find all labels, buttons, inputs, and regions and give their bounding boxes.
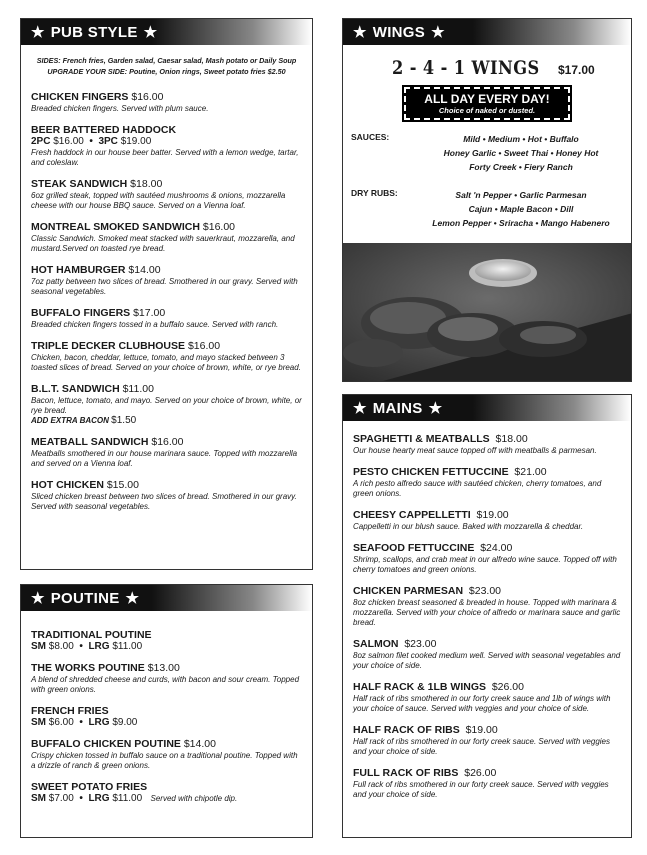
section-title: POUTINE <box>50 589 120 607</box>
menu-item: SWEET POTATO FRIES SM $7.00 • LRG $11.00 Served with chipotle dip. <box>31 781 238 804</box>
section-title: PUB STYLE <box>50 23 138 41</box>
menu-item: MEATBALL SANDWICH $16.00 Meatballs smothered in our house marinara sauce. Topped with mozzarella and served on a Vienna loaf. <box>31 436 298 468</box>
menu-item: HOT CHICKEN $15.00 Sliced chicken breast between two slices of bread. Smothered in our gravy. Served with seasonal vegetables. <box>31 479 297 511</box>
menu-item: CHICKEN PARMESAN $23.00 8oz chicken breast seasoned & breaded in house. Topped with marinara & mozzarella. Served with your choice of alfredo or marinara sauce and garlic bread. <box>353 585 621 627</box>
star-icon: ★ <box>31 590 45 607</box>
menu-item: BUFFALO CHICKEN POUTINE $14.00 Crispy chicken tossed in buffalo sauce on a traditional poutine. Topped with a drizzle of ranch & green onions. <box>31 738 298 770</box>
menu-item: TRIPLE DECKER CLUBHOUSE $16.00 Chicken, bacon, cheddar, lettuce, tomato, and mayo stacked between 3 toasted slices of bread. Served on your choice of brown, white, or rye bread. <box>31 340 301 372</box>
menu-item: HALF RACK OF RIBS $19.00 Half rack of ribs smothered in our forty creek sauce. Served with veggies and your choice of side. <box>353 724 610 756</box>
menu-item: HOT HAMBURGER $14.00 7oz patty between two slices of bread. Smothered in our gravy. Served with seasonal vegetables. <box>31 264 298 296</box>
menu-item: PESTO CHICKEN FETTUCCINE $21.00 A rich pesto alfredo sauce with sautéed chicken, cherry tomatoes, and green onions. <box>353 466 602 498</box>
menu-item: HALF RACK & 1LB WINGS $26.00 Half rack of ribs smothered in our forty creek sauce and 1lb of wings with your choice of sauce. Served with veggies and your choice of side. <box>353 681 611 713</box>
wings-photo <box>343 243 631 381</box>
menu-item: STEAK SANDWICH $18.00 6oz grilled steak, topped with sautéed mushrooms & onions, mozzarella cheese with our house BBQ sauce. Served on a Vienna loaf. <box>31 178 286 210</box>
menu-item: TRADITIONAL POUTINE SM $8.00 • LRG $11.00 <box>31 629 152 652</box>
all-day-badge: ALL DAY EVERY DAY! Choice of naked or dusted. <box>404 87 570 120</box>
mains-section <box>342 394 632 838</box>
menu-item: CHICKEN FINGERS $16.00 Breaded chicken fingers. Served with plum sauce. <box>31 91 209 113</box>
menu-item: MONTREAL SMOKED SANDWICH $16.00 Classic Sandwich. Smoked meat stacked with sauerkraut, mozzarella, and mustard.Served on toasted rye bread. <box>31 221 295 253</box>
menu-item: FULL RACK OF RIBS $26.00 Full rack of ribs smothered in our forty creek sauce. Served with veggies and your choice of side. <box>353 767 609 799</box>
section-title: MAINS <box>372 399 423 417</box>
star-icon: ★ <box>143 24 158 41</box>
star-icon: ★ <box>353 24 367 41</box>
sides-note: SIDES: French fries, Garden salad, Caesar salad, Mash potato or Daily Soup UPGRADE YOUR SIDE: Poutine, Onion rings, Sweet potato fries $2.50 <box>36 56 297 76</box>
star-icon: ★ <box>353 400 367 417</box>
wings-section <box>342 18 632 382</box>
menu-item: SPAGHETTI & MEATBALLS $18.00 Our house hearty meat sauce topped off with meatballs & parmesan. <box>353 433 597 455</box>
wings-deal: 2 - 4 - 1 WINGS $17.00 <box>392 57 595 79</box>
menu-item: THE WORKS POUTINE $13.00 A blend of shredded cheese and curds, with bacon and sour cream. Topped with green onions. <box>31 662 300 694</box>
poutine-header <box>21 585 312 611</box>
poutine-section <box>20 584 313 838</box>
star-icon: ★ <box>428 400 443 417</box>
star-icon: ★ <box>431 24 445 41</box>
pub-style-header <box>21 19 312 45</box>
menu-item: FRENCH FRIES SM $6.00 • LRG $9.00 <box>31 705 138 728</box>
star-icon: ★ <box>31 24 45 41</box>
star-icon: ★ <box>125 590 140 607</box>
dry-rubs-list: DRY RUBS: Salt 'n Pepper • Garlic Parmesan Cajun • Maple Bacon • Dill Lemon Pepper • Sriracha • Mango Habenero <box>351 188 610 228</box>
sauces-list: SAUCES: Mild • Medium • Hot • Buffalo Honey Garlic • Sweet Thai • Honey Hot Forty Creek • Fiery Ranch <box>351 132 599 172</box>
menu-item: SEAFOOD FETTUCCINE $24.00 Shrimp, scallops, and crab meat in our alfredo wine sauce. Topped off with cherry tomatoes and green onions. <box>353 542 617 574</box>
pub-style-section <box>20 18 313 570</box>
menu-item: BEER BATTERED HADDOCK 2PC $16.00 • 3PC $19.00 Fresh haddock in our house beer batter. Served with a lemon wedge, tartar, and coleslaw. <box>31 124 299 167</box>
menu-item: BUFFALO FINGERS $17.00 Breaded chicken fingers tossed in a buffalo sauce. Served with ranch. <box>31 307 279 329</box>
section-title: WINGS <box>372 23 426 41</box>
mains-header <box>343 395 631 421</box>
menu-item: SALMON $23.00 8oz salmon filet cooked medium well. Served with seasonal vegetables and your choice of side. <box>353 638 621 670</box>
menu-item: B.L.T. SANDWICH $11.00 Bacon, lettuce, tomato, and mayo. Served on your choice of brown, white, or rye bread. ADD EXTRA BACON $1.50 <box>31 383 302 426</box>
wings-header <box>343 19 631 45</box>
menu-item: CHEESY CAPPELLETTI $19.00 Cappelletti in our blush sauce. Baked with mozzarella & cheddar. <box>353 509 584 531</box>
